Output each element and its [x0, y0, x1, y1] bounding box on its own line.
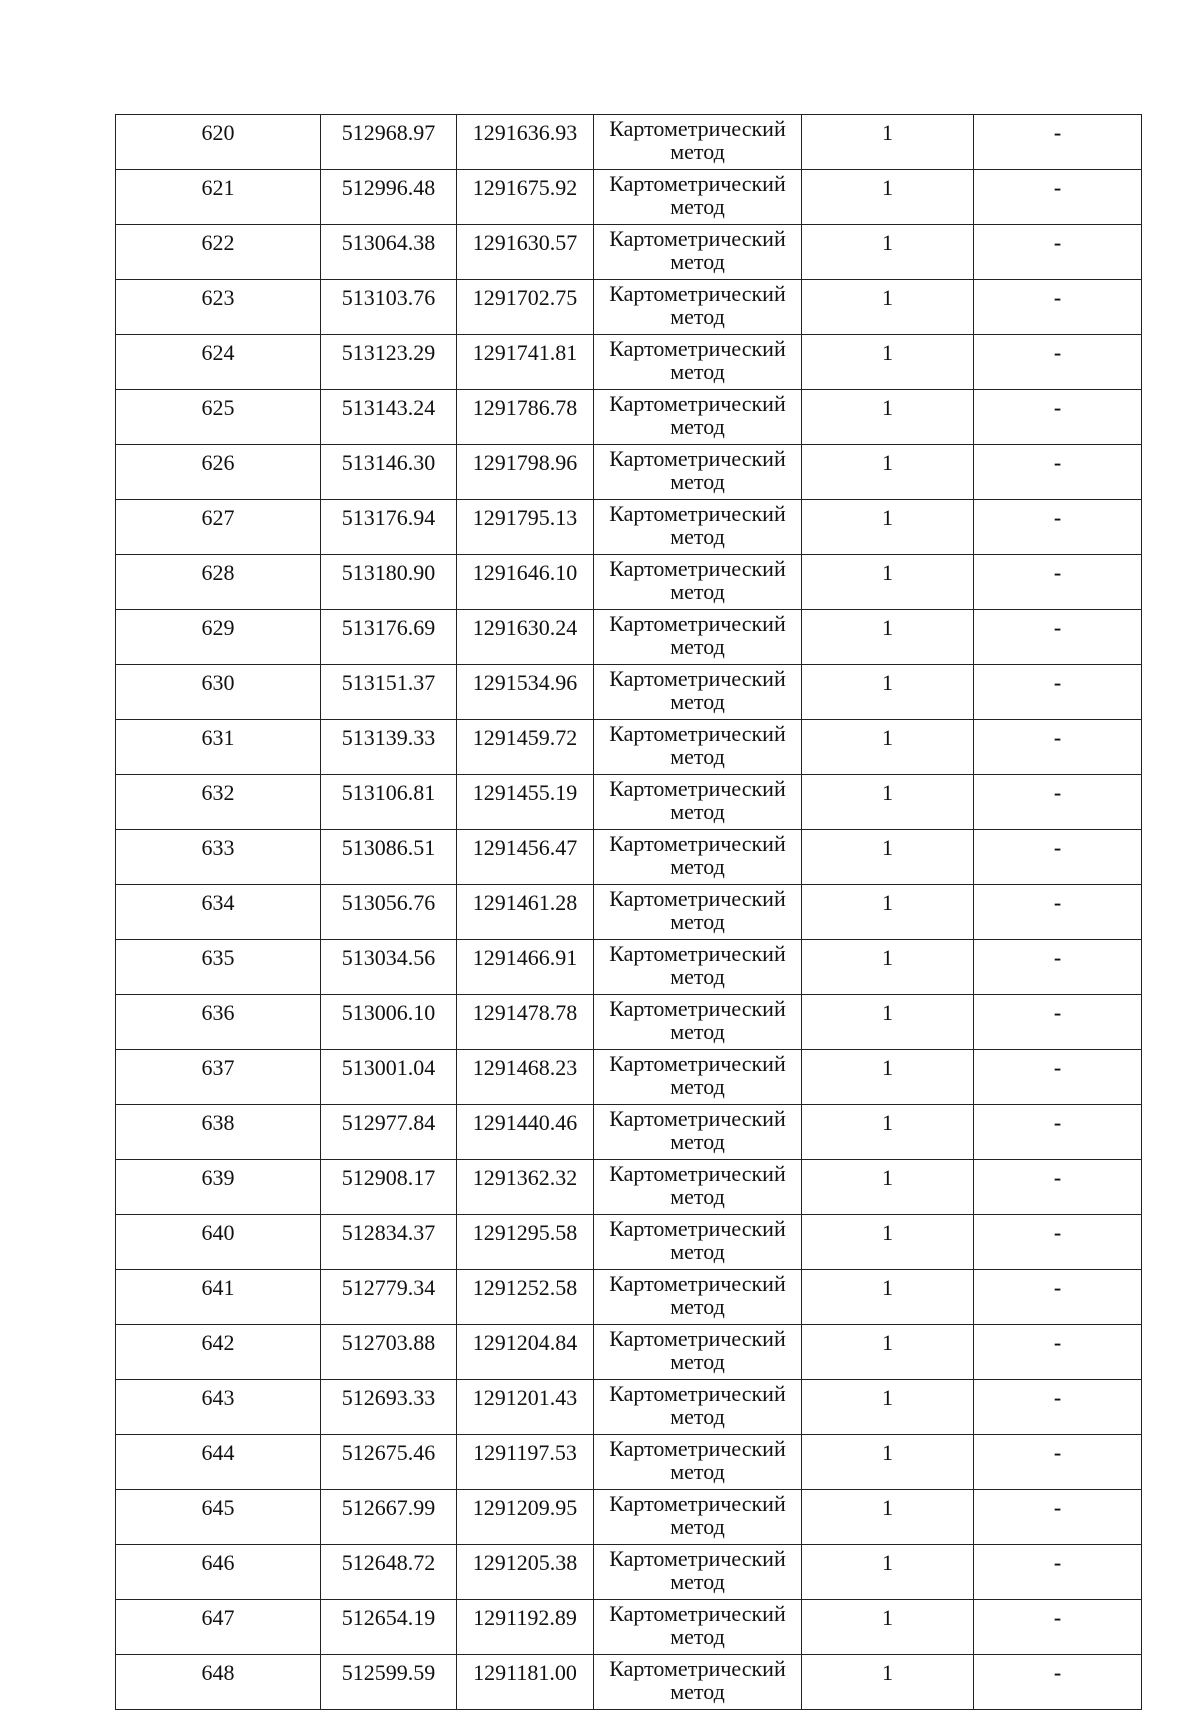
method-line-2: метод	[670, 469, 725, 494]
x-coordinate-cell: 513123.29	[321, 335, 457, 390]
method-line-2: метод	[670, 1569, 725, 1594]
table-row	[116, 720, 1142, 775]
table-row	[116, 445, 1142, 500]
accuracy-cell: 1	[802, 1655, 974, 1710]
method-line-2: метод	[670, 249, 725, 274]
accuracy-cell: 1	[802, 445, 974, 500]
note-cell: -	[974, 775, 1142, 830]
note-cell: -	[974, 995, 1142, 1050]
method-line-1: Картометрический	[609, 446, 786, 471]
y-coordinate-cell: 1291636.93	[457, 115, 594, 170]
coordinates-table	[115, 114, 1142, 1710]
point-number-cell: 631	[116, 720, 321, 775]
table-row	[116, 610, 1142, 665]
note-cell: -	[974, 170, 1142, 225]
x-coordinate-cell: 512996.48	[321, 170, 457, 225]
method-cell	[594, 1655, 802, 1710]
x-coordinate-cell: 512693.33	[321, 1380, 457, 1435]
table-row	[116, 995, 1142, 1050]
method-cell	[594, 1215, 802, 1270]
point-number-cell: 645	[116, 1490, 321, 1545]
method-line-1: Картометрический	[609, 611, 786, 636]
x-coordinate-cell: 513086.51	[321, 830, 457, 885]
table-row	[116, 335, 1142, 390]
table-row	[116, 170, 1142, 225]
accuracy-cell: 1	[802, 1215, 974, 1270]
method-cell	[594, 995, 802, 1050]
method-line-1: Картометрический	[609, 1326, 786, 1351]
table-row	[116, 830, 1142, 885]
method-line-1: Картометрический	[609, 1656, 786, 1681]
point-number-cell: 625	[116, 390, 321, 445]
accuracy-cell: 1	[802, 1050, 974, 1105]
accuracy-cell: 1	[802, 390, 974, 445]
table-row	[116, 390, 1142, 445]
x-coordinate-cell: 512648.72	[321, 1545, 457, 1600]
x-coordinate-cell: 512654.19	[321, 1600, 457, 1655]
method-cell	[594, 445, 802, 500]
point-number-cell: 620	[116, 115, 321, 170]
method-cell	[594, 885, 802, 940]
table-row	[116, 940, 1142, 995]
y-coordinate-cell: 1291197.53	[457, 1435, 594, 1490]
point-number-cell: 636	[116, 995, 321, 1050]
method-cell	[594, 775, 802, 830]
x-coordinate-cell: 513151.37	[321, 665, 457, 720]
method-line-1: Картометрический	[609, 831, 786, 856]
point-number-cell: 639	[116, 1160, 321, 1215]
y-coordinate-cell: 1291455.19	[457, 775, 594, 830]
method-line-1: Картометрический	[609, 501, 786, 526]
x-coordinate-cell: 513106.81	[321, 775, 457, 830]
method-line-2: метод	[670, 1294, 725, 1319]
table-row	[116, 1380, 1142, 1435]
y-coordinate-cell: 1291741.81	[457, 335, 594, 390]
y-coordinate-cell: 1291534.96	[457, 665, 594, 720]
note-cell: -	[974, 1325, 1142, 1380]
note-cell: -	[974, 115, 1142, 170]
method-line-1: Картометрический	[609, 391, 786, 416]
x-coordinate-cell: 512834.37	[321, 1215, 457, 1270]
note-cell: -	[974, 500, 1142, 555]
point-number-cell: 626	[116, 445, 321, 500]
y-coordinate-cell: 1291209.95	[457, 1490, 594, 1545]
method-line-1: Картометрический	[609, 721, 786, 746]
note-cell: -	[974, 335, 1142, 390]
method-line-1: Картометрический	[609, 116, 786, 141]
y-coordinate-cell: 1291440.46	[457, 1105, 594, 1160]
note-cell: -	[974, 1490, 1142, 1545]
y-coordinate-cell: 1291646.10	[457, 555, 594, 610]
method-cell	[594, 830, 802, 885]
point-number-cell: 627	[116, 500, 321, 555]
method-cell	[594, 610, 802, 665]
y-coordinate-cell: 1291798.96	[457, 445, 594, 500]
table-row	[116, 555, 1142, 610]
y-coordinate-cell: 1291252.58	[457, 1270, 594, 1325]
note-cell: -	[974, 1270, 1142, 1325]
note-cell: -	[974, 720, 1142, 775]
method-line-2: метод	[670, 1459, 725, 1484]
note-cell: -	[974, 225, 1142, 280]
point-number-cell: 633	[116, 830, 321, 885]
table-row	[116, 1160, 1142, 1215]
x-coordinate-cell: 512908.17	[321, 1160, 457, 1215]
note-cell: -	[974, 1545, 1142, 1600]
table-row	[116, 1600, 1142, 1655]
method-line-1: Картометрический	[609, 1216, 786, 1241]
point-number-cell: 622	[116, 225, 321, 280]
accuracy-cell: 1	[802, 885, 974, 940]
point-number-cell: 640	[116, 1215, 321, 1270]
y-coordinate-cell: 1291630.57	[457, 225, 594, 280]
method-line-2: метод	[670, 1349, 725, 1374]
table-row	[116, 1105, 1142, 1160]
x-coordinate-cell: 513064.38	[321, 225, 457, 280]
note-cell: -	[974, 1050, 1142, 1105]
accuracy-cell: 1	[802, 500, 974, 555]
method-cell	[594, 1435, 802, 1490]
note-cell: -	[974, 1105, 1142, 1160]
accuracy-cell: 1	[802, 665, 974, 720]
x-coordinate-cell: 512599.59	[321, 1655, 457, 1710]
table-row	[116, 280, 1142, 335]
method-line-1: Картометрический	[609, 1381, 786, 1406]
accuracy-cell: 1	[802, 1435, 974, 1490]
y-coordinate-cell: 1291456.47	[457, 830, 594, 885]
method-cell	[594, 1160, 802, 1215]
accuracy-cell: 1	[802, 830, 974, 885]
method-line-2: метод	[670, 689, 725, 714]
note-cell: -	[974, 280, 1142, 335]
x-coordinate-cell: 513146.30	[321, 445, 457, 500]
y-coordinate-cell: 1291204.84	[457, 1325, 594, 1380]
method-line-2: метод	[670, 524, 725, 549]
accuracy-cell: 1	[802, 1545, 974, 1600]
point-number-cell: 632	[116, 775, 321, 830]
note-cell: -	[974, 555, 1142, 610]
method-cell	[594, 1600, 802, 1655]
note-cell: -	[974, 1655, 1142, 1710]
x-coordinate-cell: 512779.34	[321, 1270, 457, 1325]
table-row	[116, 225, 1142, 280]
table-row	[116, 1215, 1142, 1270]
y-coordinate-cell: 1291466.91	[457, 940, 594, 995]
note-cell: -	[974, 390, 1142, 445]
point-number-cell: 638	[116, 1105, 321, 1160]
method-cell	[594, 1270, 802, 1325]
method-line-2: метод	[670, 1239, 725, 1264]
method-line-1: Картометрический	[609, 666, 786, 691]
accuracy-cell: 1	[802, 555, 974, 610]
point-number-cell: 644	[116, 1435, 321, 1490]
note-cell: -	[974, 610, 1142, 665]
point-number-cell: 641	[116, 1270, 321, 1325]
method-line-2: метод	[670, 414, 725, 439]
x-coordinate-cell: 513139.33	[321, 720, 457, 775]
method-line-2: метод	[670, 854, 725, 879]
note-cell: -	[974, 665, 1142, 720]
method-cell	[594, 335, 802, 390]
table-row	[116, 1655, 1142, 1710]
y-coordinate-cell: 1291205.38	[457, 1545, 594, 1600]
method-line-1: Картометрический	[609, 1491, 786, 1516]
x-coordinate-cell: 513176.69	[321, 610, 457, 665]
method-line-1: Картометрический	[609, 1601, 786, 1626]
x-coordinate-cell: 512703.88	[321, 1325, 457, 1380]
method-cell	[594, 665, 802, 720]
note-cell: -	[974, 1600, 1142, 1655]
y-coordinate-cell: 1291630.24	[457, 610, 594, 665]
note-cell: -	[974, 1435, 1142, 1490]
note-cell: -	[974, 1160, 1142, 1215]
method-line-1: Картометрический	[609, 1106, 786, 1131]
y-coordinate-cell: 1291295.58	[457, 1215, 594, 1270]
method-cell	[594, 720, 802, 775]
y-coordinate-cell: 1291362.32	[457, 1160, 594, 1215]
point-number-cell: 634	[116, 885, 321, 940]
method-cell	[594, 1050, 802, 1105]
accuracy-cell: 1	[802, 1600, 974, 1655]
y-coordinate-cell: 1291201.43	[457, 1380, 594, 1435]
x-coordinate-cell: 513034.56	[321, 940, 457, 995]
accuracy-cell: 1	[802, 1270, 974, 1325]
table-body	[116, 115, 1142, 1710]
point-number-cell: 623	[116, 280, 321, 335]
y-coordinate-cell: 1291468.23	[457, 1050, 594, 1105]
table-row	[116, 1435, 1142, 1490]
y-coordinate-cell: 1291478.78	[457, 995, 594, 1050]
x-coordinate-cell: 513176.94	[321, 500, 457, 555]
point-number-cell: 630	[116, 665, 321, 720]
note-cell: -	[974, 830, 1142, 885]
point-number-cell: 643	[116, 1380, 321, 1435]
method-line-1: Картометрический	[609, 556, 786, 581]
point-number-cell: 642	[116, 1325, 321, 1380]
accuracy-cell: 1	[802, 280, 974, 335]
point-number-cell: 624	[116, 335, 321, 390]
method-line-2: метод	[670, 1129, 725, 1154]
y-coordinate-cell: 1291675.92	[457, 170, 594, 225]
table-row	[116, 500, 1142, 555]
x-coordinate-cell: 512977.84	[321, 1105, 457, 1160]
method-line-1: Картометрический	[609, 281, 786, 306]
method-line-2: метод	[670, 194, 725, 219]
accuracy-cell: 1	[802, 720, 974, 775]
note-cell: -	[974, 885, 1142, 940]
y-coordinate-cell: 1291192.89	[457, 1600, 594, 1655]
method-cell	[594, 1105, 802, 1160]
method-line-2: метод	[670, 1184, 725, 1209]
accuracy-cell: 1	[802, 170, 974, 225]
method-line-1: Картометрический	[609, 776, 786, 801]
x-coordinate-cell: 513006.10	[321, 995, 457, 1050]
method-line-2: метод	[670, 1679, 725, 1704]
y-coordinate-cell: 1291461.28	[457, 885, 594, 940]
accuracy-cell: 1	[802, 335, 974, 390]
method-line-2: метод	[670, 964, 725, 989]
method-line-2: метод	[670, 304, 725, 329]
y-coordinate-cell: 1291702.75	[457, 280, 594, 335]
accuracy-cell: 1	[802, 225, 974, 280]
y-coordinate-cell: 1291786.78	[457, 390, 594, 445]
x-coordinate-cell: 512675.46	[321, 1435, 457, 1490]
method-cell	[594, 280, 802, 335]
method-cell	[594, 555, 802, 610]
method-line-1: Картометрический	[609, 1051, 786, 1076]
table-row	[116, 775, 1142, 830]
method-line-2: метод	[670, 634, 725, 659]
table-row	[116, 1050, 1142, 1105]
method-line-2: метод	[670, 1514, 725, 1539]
method-line-1: Картометрический	[609, 1546, 786, 1571]
table-row	[116, 1545, 1142, 1600]
accuracy-cell: 1	[802, 995, 974, 1050]
point-number-cell: 647	[116, 1600, 321, 1655]
accuracy-cell: 1	[802, 1105, 974, 1160]
method-line-2: метод	[670, 1404, 725, 1429]
table-row	[116, 885, 1142, 940]
method-cell	[594, 500, 802, 555]
table-row	[116, 115, 1142, 170]
point-number-cell: 621	[116, 170, 321, 225]
method-line-1: Картометрический	[609, 941, 786, 966]
method-cell	[594, 390, 802, 445]
method-line-2: метод	[670, 139, 725, 164]
y-coordinate-cell: 1291459.72	[457, 720, 594, 775]
method-line-2: метод	[670, 799, 725, 824]
note-cell: -	[974, 940, 1142, 995]
table-row	[116, 1490, 1142, 1545]
method-line-1: Картометрический	[609, 1161, 786, 1186]
x-coordinate-cell: 513001.04	[321, 1050, 457, 1105]
x-coordinate-cell: 513056.76	[321, 885, 457, 940]
method-line-1: Картометрический	[609, 171, 786, 196]
x-coordinate-cell: 512667.99	[321, 1490, 457, 1545]
method-line-2: метод	[670, 1624, 725, 1649]
method-cell	[594, 1325, 802, 1380]
point-number-cell: 628	[116, 555, 321, 610]
point-number-cell: 629	[116, 610, 321, 665]
point-number-cell: 648	[116, 1655, 321, 1710]
method-line-2: метод	[670, 359, 725, 384]
method-line-1: Картометрический	[609, 996, 786, 1021]
accuracy-cell: 1	[802, 940, 974, 995]
method-line-1: Картометрический	[609, 226, 786, 251]
method-cell	[594, 170, 802, 225]
method-line-2: метод	[670, 1074, 725, 1099]
accuracy-cell: 1	[802, 115, 974, 170]
note-cell: -	[974, 1215, 1142, 1270]
method-line-2: метод	[670, 1019, 725, 1044]
method-line-1: Картометрический	[609, 1271, 786, 1296]
note-cell: -	[974, 1380, 1142, 1435]
method-line-2: метод	[670, 744, 725, 769]
x-coordinate-cell: 513143.24	[321, 390, 457, 445]
method-cell	[594, 1380, 802, 1435]
y-coordinate-cell: 1291181.00	[457, 1655, 594, 1710]
point-number-cell: 635	[116, 940, 321, 995]
method-line-2: метод	[670, 909, 725, 934]
method-cell	[594, 115, 802, 170]
method-line-1: Картометрический	[609, 336, 786, 361]
x-coordinate-cell: 513180.90	[321, 555, 457, 610]
point-number-cell: 646	[116, 1545, 321, 1600]
x-coordinate-cell: 512968.97	[321, 115, 457, 170]
method-line-1: Картометрический	[609, 886, 786, 911]
method-cell	[594, 1545, 802, 1600]
accuracy-cell: 1	[802, 610, 974, 665]
note-cell: -	[974, 445, 1142, 500]
method-cell	[594, 225, 802, 280]
table-row	[116, 1270, 1142, 1325]
method-line-1: Картометрический	[609, 1436, 786, 1461]
accuracy-cell: 1	[802, 1490, 974, 1545]
accuracy-cell: 1	[802, 775, 974, 830]
accuracy-cell: 1	[802, 1380, 974, 1435]
table-row	[116, 1325, 1142, 1380]
accuracy-cell: 1	[802, 1325, 974, 1380]
y-coordinate-cell: 1291795.13	[457, 500, 594, 555]
point-number-cell: 637	[116, 1050, 321, 1105]
method-cell	[594, 1490, 802, 1545]
x-coordinate-cell: 513103.76	[321, 280, 457, 335]
accuracy-cell: 1	[802, 1160, 974, 1215]
method-line-2: метод	[670, 579, 725, 604]
table-row	[116, 665, 1142, 720]
method-cell	[594, 940, 802, 995]
